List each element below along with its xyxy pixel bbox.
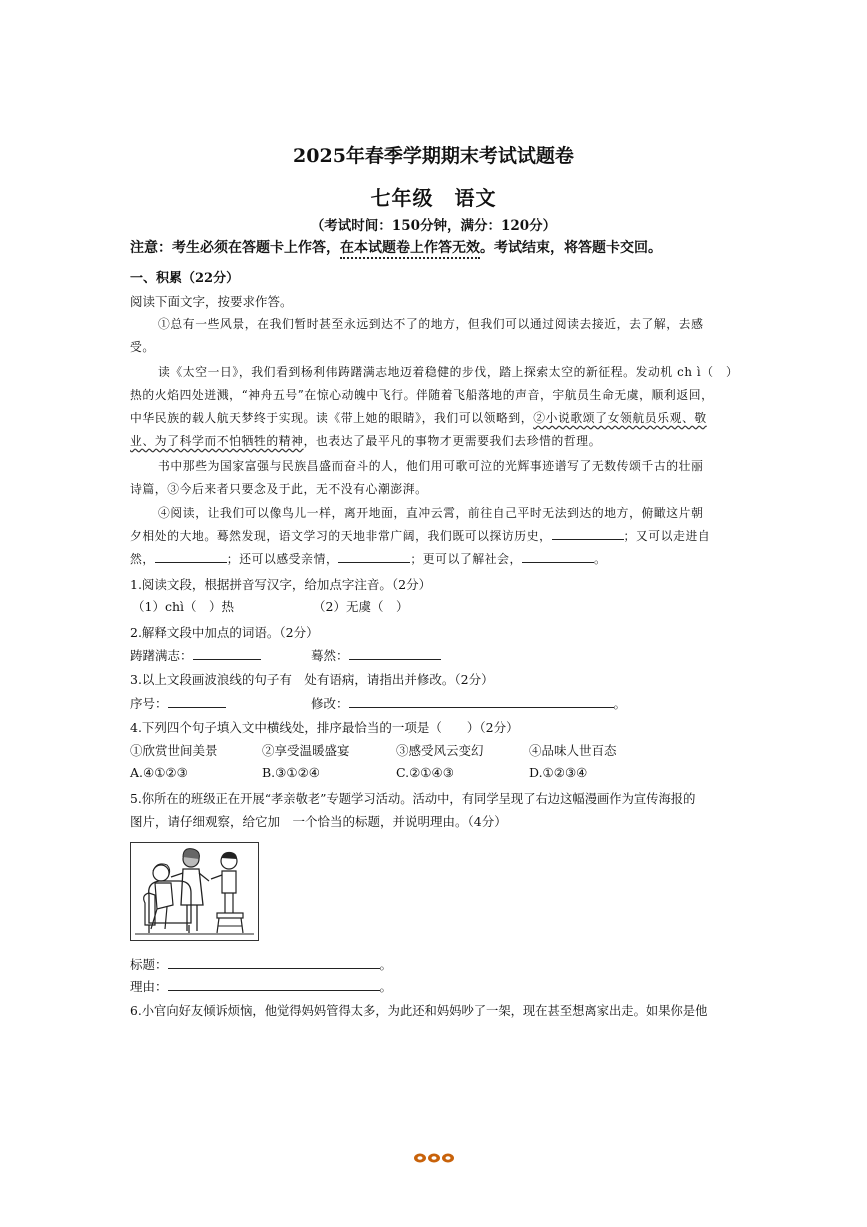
question-1-part-b: （2）无虞（ ） (313, 599, 409, 614)
question-1-part-a: （1）chì（ ）热 (132, 599, 235, 614)
notice (130, 237, 662, 257)
passage-p2-line4 (130, 430, 601, 452)
answer-line-q2b[interactable] (349, 647, 441, 660)
passage-p3-line1: 书中那些为国家富强与民族昌盛而奋斗的人，他们用可歌可泣的光辉事迹谱写了无数传颂千古的壮丽 (158, 459, 704, 473)
question-3-part-a (130, 694, 226, 712)
question-3-part-b (311, 694, 626, 712)
notice-suffix: 。考试结束，将答题卡交回。 (480, 240, 662, 256)
question-5-title-label: 标题： (130, 957, 168, 972)
passage-p4-line3-c: ；更可以了解社会， (410, 552, 522, 566)
cartoon-drawing (131, 843, 258, 940)
question-3-label-a: 序号： (130, 696, 168, 711)
question-4-sentence-1: ①欣赏世间美景 (130, 743, 218, 758)
question-3-label-b: 修改： (311, 696, 349, 711)
answer-line-q5-title[interactable] (168, 956, 380, 969)
answer-line-q3-fix[interactable] (349, 695, 614, 708)
fill-blank-nature[interactable] (155, 550, 227, 563)
passage-p3-line2: 诗篇，③今后来者只要念及于此，无不没有心潮澎湃。 (130, 482, 428, 496)
passage-p4-line3 (130, 548, 606, 570)
question-5-line1: 5.你所在的班级正在开展“孝亲敬老”专题学习活动。活动中，有同学呈现了右边这幅漫画作为宣传海报的 (130, 792, 696, 806)
passage-p1-line1: ①总有一些风景，在我们暂时甚至永远到达不了的地方，但我们可以通过阅读去接近，去了解，去感 (158, 317, 704, 331)
question-5-title-end: 。 (379, 957, 393, 972)
question-2-label-a: 踌躇满志： (130, 648, 193, 663)
answer-line-q5-reason[interactable] (168, 978, 380, 991)
question-5-reason-label: 理由： (130, 979, 168, 994)
section-instruction: 阅读下面文字，按要求作答。 (130, 294, 293, 309)
passage-p4-line2-end: ；又可以走进自 (623, 529, 711, 543)
question-3: 3.以上文段画波浪线的句子有 处有语病，请指出并修改。（2分） (130, 672, 494, 687)
passage-p4-line3-d: 。 (593, 552, 607, 566)
exam-info: （考试时间：150分钟，满分：120分） (310, 218, 557, 234)
question-4-option-c[interactable]: C.②①④③ (396, 765, 454, 780)
passage-p1-line2: 受。 (130, 340, 155, 354)
passage-p4-line3-a: 然， (130, 552, 155, 566)
question-5-title-row (130, 955, 392, 973)
fill-blank-family[interactable] (338, 550, 410, 563)
fill-blank-history[interactable] (552, 527, 624, 540)
passage-p2-line3-text: 中华民族的载人航天梦终于实现。读《带上她的眼睛》，我们可以领略到， (130, 411, 534, 425)
passage-p4-line2-text: 夕相处的大地。蓦然发现，语文学习的天地非常广阔，我们既可以探访历史， (130, 529, 552, 543)
cartoon-illustration (130, 842, 259, 941)
passage-p4-line2 (130, 525, 710, 547)
passage-p4-line1: ④阅读，让我们可以像鸟儿一样，离开地面，直冲云霄，前往自己平时无法到达的地方，俯瞰这片朝 (158, 506, 704, 520)
notice-dotted: 在本试题卷上作答无效 (340, 240, 480, 259)
footer-logo-icon (413, 1150, 455, 1164)
question-4-sentence-4: ④品味人世百态 (529, 743, 617, 758)
question-4: 4.下列四个句子填入文中横线处，排序最恰当的一项是（ ）（2分） (130, 720, 519, 735)
question-1: 1.阅读文段，根据拼音写汉字，给加点字注音。（2分） (130, 577, 432, 592)
exam-title: 2025年春季学期期末考试试题卷 (293, 145, 574, 167)
question-2-part-a (130, 646, 261, 664)
passage-p2-line4-text: ，也表达了最平凡的事物才更需要我们去珍惜的哲理。 (303, 434, 602, 448)
question-5-reason-end: 。 (379, 979, 393, 994)
question-5-line2: 图片，请仔细观察，给它加 一个恰当的标题，并说明理由。（4分） (130, 814, 507, 829)
question-4-option-b[interactable]: B.③①②④ (262, 765, 320, 780)
footer-logo-svg (413, 1151, 455, 1165)
question-4-sentence-3: ③感受风云变幻 (396, 743, 484, 758)
question-2: 2.解释文段中加点的词语。（2分） (130, 625, 319, 640)
question-5-reason-row (130, 977, 392, 995)
passage-wavy-sentence-2b: 业、为了科学而不怕牺牲的精神 (130, 434, 304, 448)
question-4-option-d[interactable]: D.①②③④ (529, 765, 588, 780)
question-4-option-a[interactable]: A.④①②③ (130, 765, 188, 780)
section-heading: 一、积累（22分） (130, 271, 240, 286)
fill-blank-society[interactable] (522, 550, 594, 563)
answer-line-q2a[interactable] (193, 647, 261, 660)
exam-subtitle: 七年级 语文 (370, 186, 497, 210)
question-2-label-b: 蓦然： (311, 648, 349, 663)
question-6-line1: 6.小官向好友倾诉烦恼，他觉得妈妈管得太多，为此还和妈妈吵了一架，现在甚至想离家出走。如果你是他 (130, 1004, 708, 1018)
notice-prefix: 注意：考生必须在答题卡上作答， (130, 240, 340, 256)
passage-p4-line3-b: ；还可以感受亲情， (226, 552, 339, 566)
answer-line-q3-number[interactable] (168, 695, 226, 708)
question-2-part-b (311, 646, 441, 664)
question-3-end: 。 (613, 696, 627, 711)
passage-p2-line1: 读《太空一日》，我们看到杨利伟踌躇满志地迈着稳健的步伐，踏上探索太空的新征程。发动机 ch ì（ ） (158, 365, 739, 379)
passage-wavy-sentence-2a: ②小说歌颂了女领航员乐观、敬 (533, 411, 707, 425)
passage-p2-line3 (130, 407, 707, 429)
question-4-sentence-2: ②享受温暖盛宴 (262, 743, 350, 758)
passage-p2-line2: 热的火焰四处迸溅，“神舟五号”在惊心动魄中飞行。伴随着飞船落地的声音，宇航员生命无虞，顺利返回， (130, 388, 714, 402)
